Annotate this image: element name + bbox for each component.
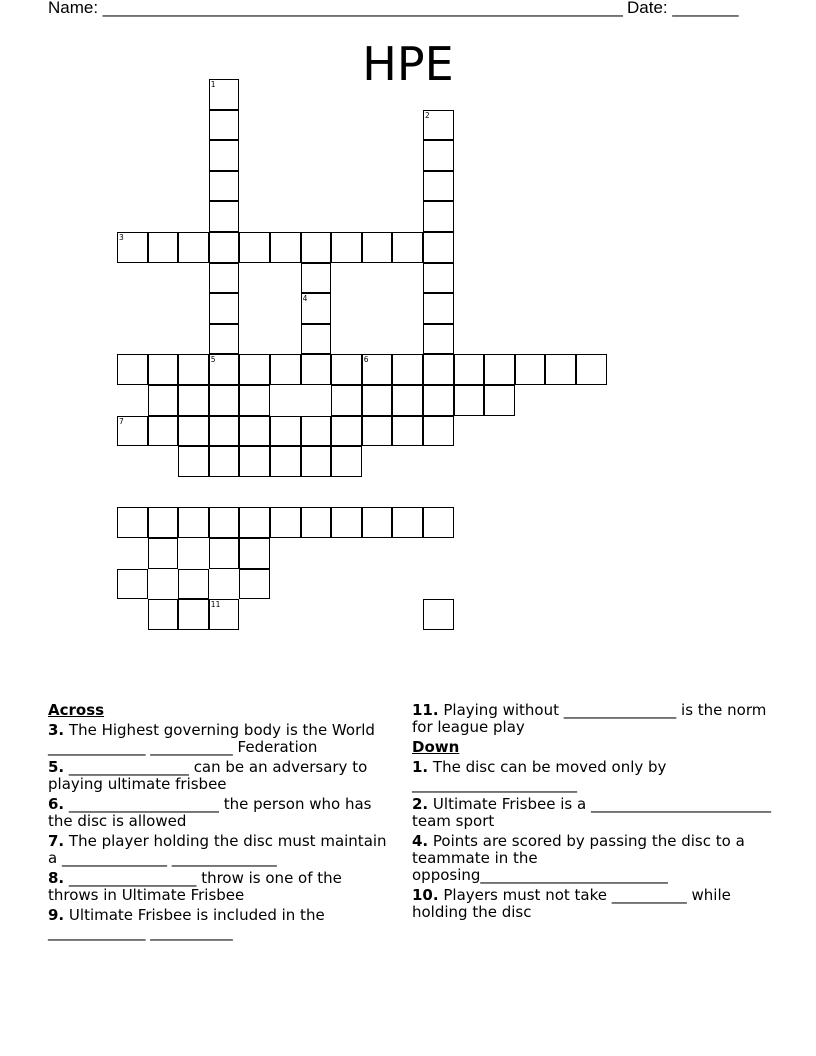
grid-cell[interactable] [209,354,240,385]
grid-cell[interactable] [209,446,240,477]
grid-cell[interactable] [270,354,301,385]
grid-cell[interactable] [423,232,454,263]
clue-across-8 [48,870,393,904]
grid-cell[interactable] [423,263,454,294]
clue-text: The disc can be moved only by ______________________ [412,758,667,793]
clue-down-10 [412,887,772,921]
grid-cell[interactable] [454,354,485,385]
clue-across-7 [48,833,393,867]
cell-number: 6 [363,355,369,365]
grid-cell[interactable] [301,232,332,263]
grid-cell[interactable] [178,354,209,385]
cell-number: 4 [302,294,308,304]
clue-number: 2. [412,795,429,813]
grid-cell[interactable] [423,140,454,171]
down-heading: Down [412,738,460,756]
grid-cell[interactable] [209,232,240,263]
grid-cell[interactable] [178,507,209,538]
grid-cell[interactable] [178,446,209,477]
grid-cell[interactable] [484,385,515,416]
grid-cell[interactable] [423,507,454,538]
clue-number: 7. [48,832,65,850]
grid-cell[interactable] [545,354,576,385]
clue-number: 9. [48,906,65,924]
grid-cell[interactable] [209,293,240,324]
grid-cell[interactable] [270,416,301,447]
grid-cell[interactable] [148,354,179,385]
grid-cell[interactable] [423,110,454,141]
clue-number: 4. [412,832,429,850]
grid-cell[interactable] [209,201,240,232]
grid-cell[interactable] [392,385,423,416]
grid-cell[interactable] [239,232,270,263]
clue-across-5 [48,759,393,793]
grid-cell[interactable] [362,507,393,538]
grid-cell[interactable] [576,354,607,385]
clue-text: Playing without _______________ is the norm for league play [412,701,767,736]
grid-cell[interactable] [423,416,454,447]
clues-column-left [48,702,393,944]
grid-cell[interactable] [239,507,270,538]
grid-cell[interactable] [239,354,270,385]
page-title: HPE [362,37,454,91]
clue-across-9 [48,907,393,941]
grid-cell[interactable] [270,446,301,477]
grid-cell[interactable] [301,263,332,294]
grid-cell[interactable] [423,293,454,324]
grid-cell[interactable] [423,599,454,630]
clue-number: 5. [48,758,65,776]
grid-cell[interactable] [209,507,240,538]
grid-cell[interactable] [454,385,485,416]
grid-cell[interactable] [362,354,393,385]
clue-text: The Highest governing body is the World _____________ ___________ Federation [48,721,375,756]
grid-cell[interactable] [239,569,270,600]
clue-number: 3. [48,721,65,739]
clue-number: 6. [48,795,65,813]
clue-down-2 [412,796,772,830]
clue-text: Points are scored by passing the disc to a teammate in the opposing_________________________ [412,832,745,884]
grid-cell[interactable] [331,416,362,447]
grid-cell[interactable] [423,201,454,232]
grid-cell[interactable] [331,446,362,477]
grid-cell[interactable] [148,416,179,447]
grid-cell[interactable] [362,232,393,263]
grid-cell[interactable] [178,232,209,263]
grid-cell[interactable] [209,324,240,355]
grid-cell[interactable] [209,110,240,141]
grid-cell[interactable] [423,171,454,202]
clue-text: Ultimate Frisbee is a ________________________ team sport [412,795,771,830]
grid-cell[interactable] [301,507,332,538]
clue-across-11 [412,702,772,736]
grid-cell[interactable] [148,507,179,538]
cell-number: 1 [210,80,216,89]
cell-number: 7 [119,416,124,426]
grid-cell[interactable] [117,416,148,447]
grid-cell[interactable] [117,232,148,263]
clue-text: ________________ can be an adversary to playing ultimate frisbee [48,758,368,793]
grid-cell[interactable] [423,324,454,355]
clue-number: 1. [412,758,429,776]
grid-cell[interactable] [423,385,454,416]
grid-cell[interactable] [209,140,240,171]
grid-cell[interactable] [331,385,362,416]
grid-cell[interactable] [209,599,240,630]
clue-across-6 [48,796,393,830]
grid-cell[interactable] [209,263,240,294]
grid-cell[interactable] [392,232,423,263]
clue-down-1 [412,759,772,793]
grid-cell[interactable] [301,416,332,447]
clue-text: Ultimate Frisbee is included in the _____________ ___________ [48,906,325,941]
grid-cell[interactable] [392,416,423,447]
clue-text: The player holding the disc must maintain a ______________ ______________ [48,832,387,867]
grid-cell[interactable] [515,354,546,385]
grid-cell[interactable] [239,538,270,569]
grid-cell[interactable] [209,171,240,202]
clue-text: _________________ throw is one of the throws in Ultimate Frisbee [48,869,342,904]
grid-cell[interactable] [117,569,148,600]
grid-cell[interactable] [301,324,332,355]
grid-cell[interactable] [392,354,423,385]
grid-cell[interactable] [209,416,240,447]
clue-number: 11. [412,701,439,719]
grid-cell[interactable] [270,507,301,538]
cell-number: 11 [210,600,221,610]
clue-text: Players must not take __________ while holding the disc [412,886,731,921]
grid-cell[interactable] [209,385,240,416]
grid-cell[interactable] [239,385,270,416]
grid-cell[interactable] [239,446,270,477]
clue-down-4 [412,833,772,884]
clue-text: ____________________ the person who has the disc is allowed [48,795,372,830]
grid-cell[interactable] [331,507,362,538]
grid-cell[interactable] [301,446,332,477]
grid-cell[interactable] [392,507,423,538]
grid-cell[interactable] [484,354,515,385]
grid-cell[interactable] [301,293,332,324]
grid-cell[interactable] [117,507,148,538]
grid-cell[interactable] [209,79,240,110]
cell-number: 2 [425,110,430,120]
date-field: Date: _______ [627,0,739,17]
grid-cell[interactable] [239,416,270,447]
grid-cell[interactable] [178,569,209,600]
clue-number: 8. [48,869,65,887]
grid-cell[interactable] [423,354,454,385]
grid-cell[interactable] [178,599,209,630]
grid-cell[interactable] [209,538,240,569]
grid-cell[interactable] [148,538,179,569]
grid-cell[interactable] [331,232,362,263]
grid-cell[interactable] [301,354,332,385]
grid-cell[interactable] [362,385,393,416]
across-heading: Across [48,701,105,719]
grid-cell[interactable] [331,354,362,385]
grid-cell[interactable] [178,416,209,447]
grid-cell[interactable] [117,354,148,385]
clues-column-right [412,702,772,924]
grid-cell[interactable] [270,232,301,263]
grid-cell[interactable] [148,385,179,416]
cell-number: 5 [210,355,216,365]
grid-cell[interactable] [148,232,179,263]
clue-across-3 [48,722,393,756]
grid-cell[interactable] [362,416,393,447]
name-field: Name: _______________________________________________________ [48,0,623,17]
clue-number: 10. [412,886,439,904]
grid-cell[interactable] [178,385,209,416]
grid-cell[interactable] [148,599,179,630]
cell-number: 3 [119,233,124,242]
